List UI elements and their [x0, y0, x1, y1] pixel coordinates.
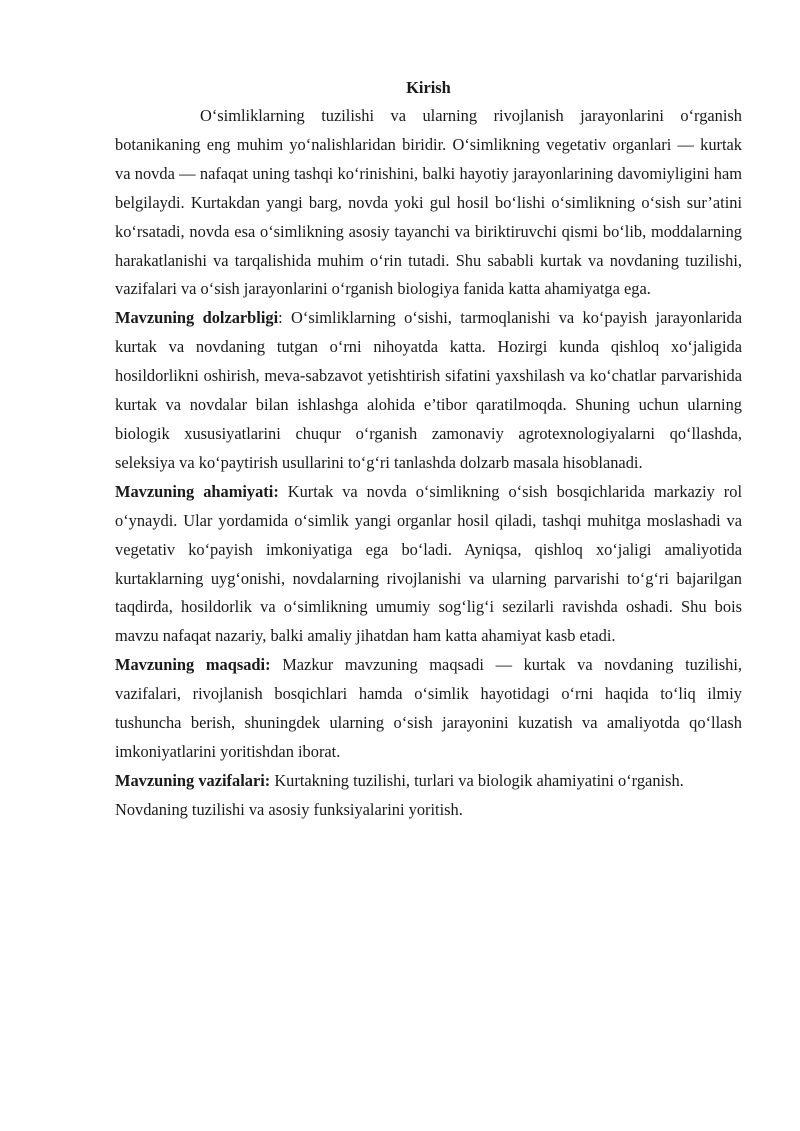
tasks-paragraph — [115, 767, 742, 796]
tasks-label: Mavzuning vazifalari: — [115, 770, 271, 790]
importance-text: Kurtak va novda o‘simlikning o‘sish bosqichlarida markaziy rol o‘ynaydi. Ular yordamida o‘simlik yangi organlar hosil qiladi, tashqi muhitga moslashadi va vegetativ ko‘payish imkoniyatiga ega bo‘ladi. Ayniqsa, qishloq xo‘jaligi amaliyotida kurtaklarning uyg‘onishi, novdalarning rivojlanishi va ularning parvarishi to‘g‘ri bajarilgan taqdirda, hosildorlik va o‘simlikning umumiy sog‘lig‘i sezilarli ravishda oshadi. Shu bois mavzu nafaqat nazariy, balki amaliy jihatdan ham katta ahamiyat kasb etadi. — [115, 481, 742, 646]
intro-paragraph: O‘simliklarning tuzilishi va ularning rivojlanish jarayonlarini o‘rganish botanikaning eng muhim yo‘nalishlaridan biridir. O‘simlikning vegetativ organlari — kurtak va novda — nafaqat uning tashqi ko‘rinishini, balki hayotiy jarayonlarining davomiyligini ham belgilaydi. Kurtakdan yangi barg, novda yoki gul hosil bo‘lishi o‘simlikning o‘sish sur’atini ko‘rsatadi, novda esa o‘simlikning asosiy tayanchi va biriktiruvchi qismi bo‘lib, moddalarning harakatlanishi va tarqalishida muhim o‘rin tutadi. Shu sababli kurtak va novdaning tuzilishi, vazifalari va o‘sish jarayonlarini o‘rganish biologiya fanida katta ahamiyatga ega. — [115, 106, 742, 299]
relevance-paragraph — [115, 304, 742, 477]
goal-text: Mazkur mavzuning maqsadi — kurtak va novdaning tuzilishi, vazifalari, rivojlanish bosqichlari hamda o‘simlik hayotidagi o‘rni haqida to‘liq ilmiy tushuncha berish, shuningdek ularning o‘sish jarayonini kuzatish va amaliyotda qo‘llash imkoniyatlarini yoritishdan iborat. — [115, 655, 742, 761]
document-page — [115, 74, 742, 825]
relevance-text: : O‘simliklarning o‘sishi, tarmoqlanishi va ko‘payish jarayonlarida kurtak va novdaning tutgan o‘rni nihoyatda katta. Hozirgi kunda qishloq xo‘jaligida hosildorlikni oshirish, meva-sabzavot yetishtirish sifatini yaxshilash va ko‘chatlar parvarishida kurtak va novdalar bilan ishlashga alohida e’tibor qaratilmoqda. Shuning uchun ularning biologik xususiyatlarini chuqur o‘rganish zamonaviy agrotexnologiyalarni qo‘llashda, seleksiya va ko‘paytirish usullarini to‘g‘ri tanlashda dolzarb masala hisoblanadi. — [115, 308, 742, 472]
goal-paragraph — [115, 651, 742, 767]
task-line-2: Novdaning tuzilishi va asosiy funksiyalarini yoritish. — [115, 799, 463, 819]
tasks-text: Kurtakning tuzilishi, turlari va biologik ahamiyatini o‘rganish. — [270, 770, 684, 790]
relevance-label: Mavzuning dolzarbligi — [115, 308, 279, 328]
goal-label: Mavzuning maqsadi: — [115, 655, 271, 675]
page-title: Kirish — [406, 78, 451, 97]
importance-paragraph — [115, 478, 742, 651]
importance-label: Mavzuning ahamiyati: — [115, 481, 279, 501]
